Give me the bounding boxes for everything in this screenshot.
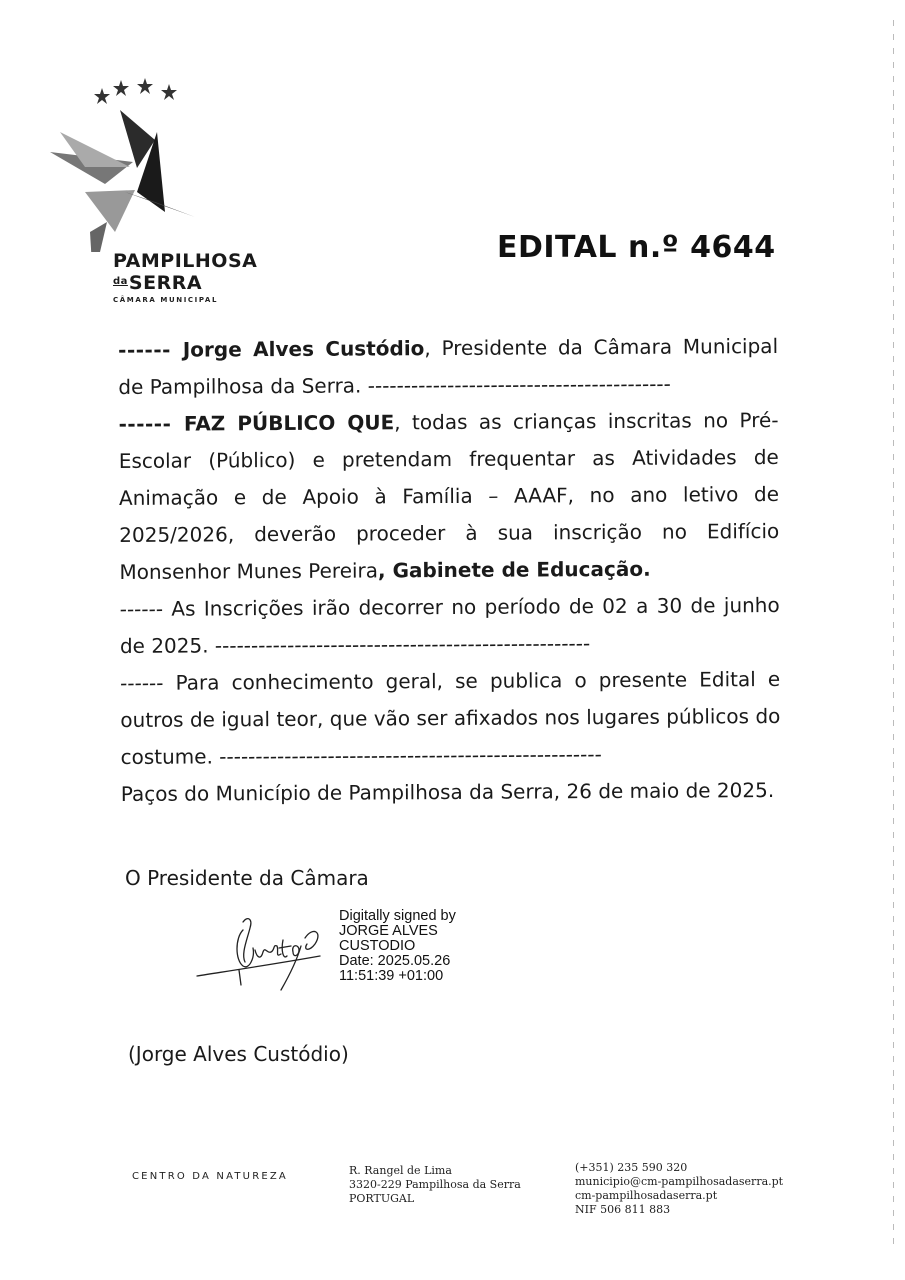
footer-contacts [575, 1161, 783, 1217]
edital-body [118, 328, 781, 813]
dash-leader: ------ [118, 337, 183, 362]
address-line: 3320-229 Pampilhosa da Serra [349, 1178, 521, 1191]
edital-title: EDITAL n.º 4644 [497, 230, 776, 265]
brand-subtitle: CÂMARA MUNICIPAL [113, 296, 219, 304]
address-line: R. Rangel de Lima [349, 1164, 452, 1177]
digital-signature-block [339, 909, 456, 984]
paragraph-registration-period: ------ As Inscrições irão decorrer no período de 02 a 30 de junho de 2025. ---------------------------------------------------- [119, 592, 780, 658]
president-title: , Presidente da Câmara Municipal de Pampilhosa da Serra. ------------------------------------------ [118, 333, 779, 399]
tax-id: NIF 506 811 883 [575, 1203, 671, 1216]
office-name: , Gabinete de Educação. [377, 556, 651, 583]
digital-signature-line: JORGE ALVES [339, 923, 438, 939]
brand-serra: SERRA [128, 272, 203, 294]
digital-signature-line: 11:51:39 +01:00 [339, 968, 444, 984]
municipal-logo [45, 72, 258, 312]
brand-da: da [113, 276, 128, 287]
announcement-lead: FAZ PÚBLICO QUE [183, 410, 395, 436]
handwritten-signature [195, 910, 335, 995]
announcement-text: , todas as crianças inscritas no Pré-Escolar (Público) e pretendam frequentar as Atividades de Animação e de Apoio à Família – AAAF, no ano letivo de 2025/2026, deverão proceder à sua inscrição no Edifício Monsenhor Munes Pereira [118, 407, 780, 584]
brand-name-line1: PAMPILHOSA [113, 250, 258, 272]
star-emblem-icon [45, 72, 255, 252]
paragraph-publication: ------ Para conhecimento geral, se publica o presente Edital e outros de igual teor, que vão ser afixados nos lugares públicos do costume. ----------------------------------------------------- [120, 666, 781, 769]
website: cm-pampilhosadaserra.pt [575, 1189, 718, 1202]
paragraph-date-place: Paços do Município de Pampilhosa da Serra, 26 de maio de 2025. [120, 778, 775, 806]
paragraph-announcement [118, 402, 779, 591]
digital-signature-line: CUSTODIO [339, 938, 416, 954]
digital-signature-line: Date: 2025.05.26 [339, 953, 451, 969]
phone-number: (+351) 235 590 320 [575, 1161, 688, 1174]
scan-edge-line [893, 20, 894, 1250]
paragraph-president [118, 328, 778, 406]
footer-tagline: CENTRO DA NATUREZA [132, 1171, 288, 1182]
signatory-name: (Jorge Alves Custódio) [128, 1042, 349, 1066]
dash-leader: ------ [118, 411, 184, 436]
digital-signature-line: Digitally signed by [339, 908, 456, 924]
email-address: municipio@cm-pampilhosadaserra.pt [575, 1175, 784, 1188]
address-line: PORTUGAL [349, 1192, 415, 1205]
signatory-role: O Presidente da Câmara [125, 866, 369, 890]
president-name: Jorge Alves Custódio [182, 336, 425, 362]
brand-name-line2 [113, 272, 202, 294]
footer-address [349, 1164, 521, 1206]
